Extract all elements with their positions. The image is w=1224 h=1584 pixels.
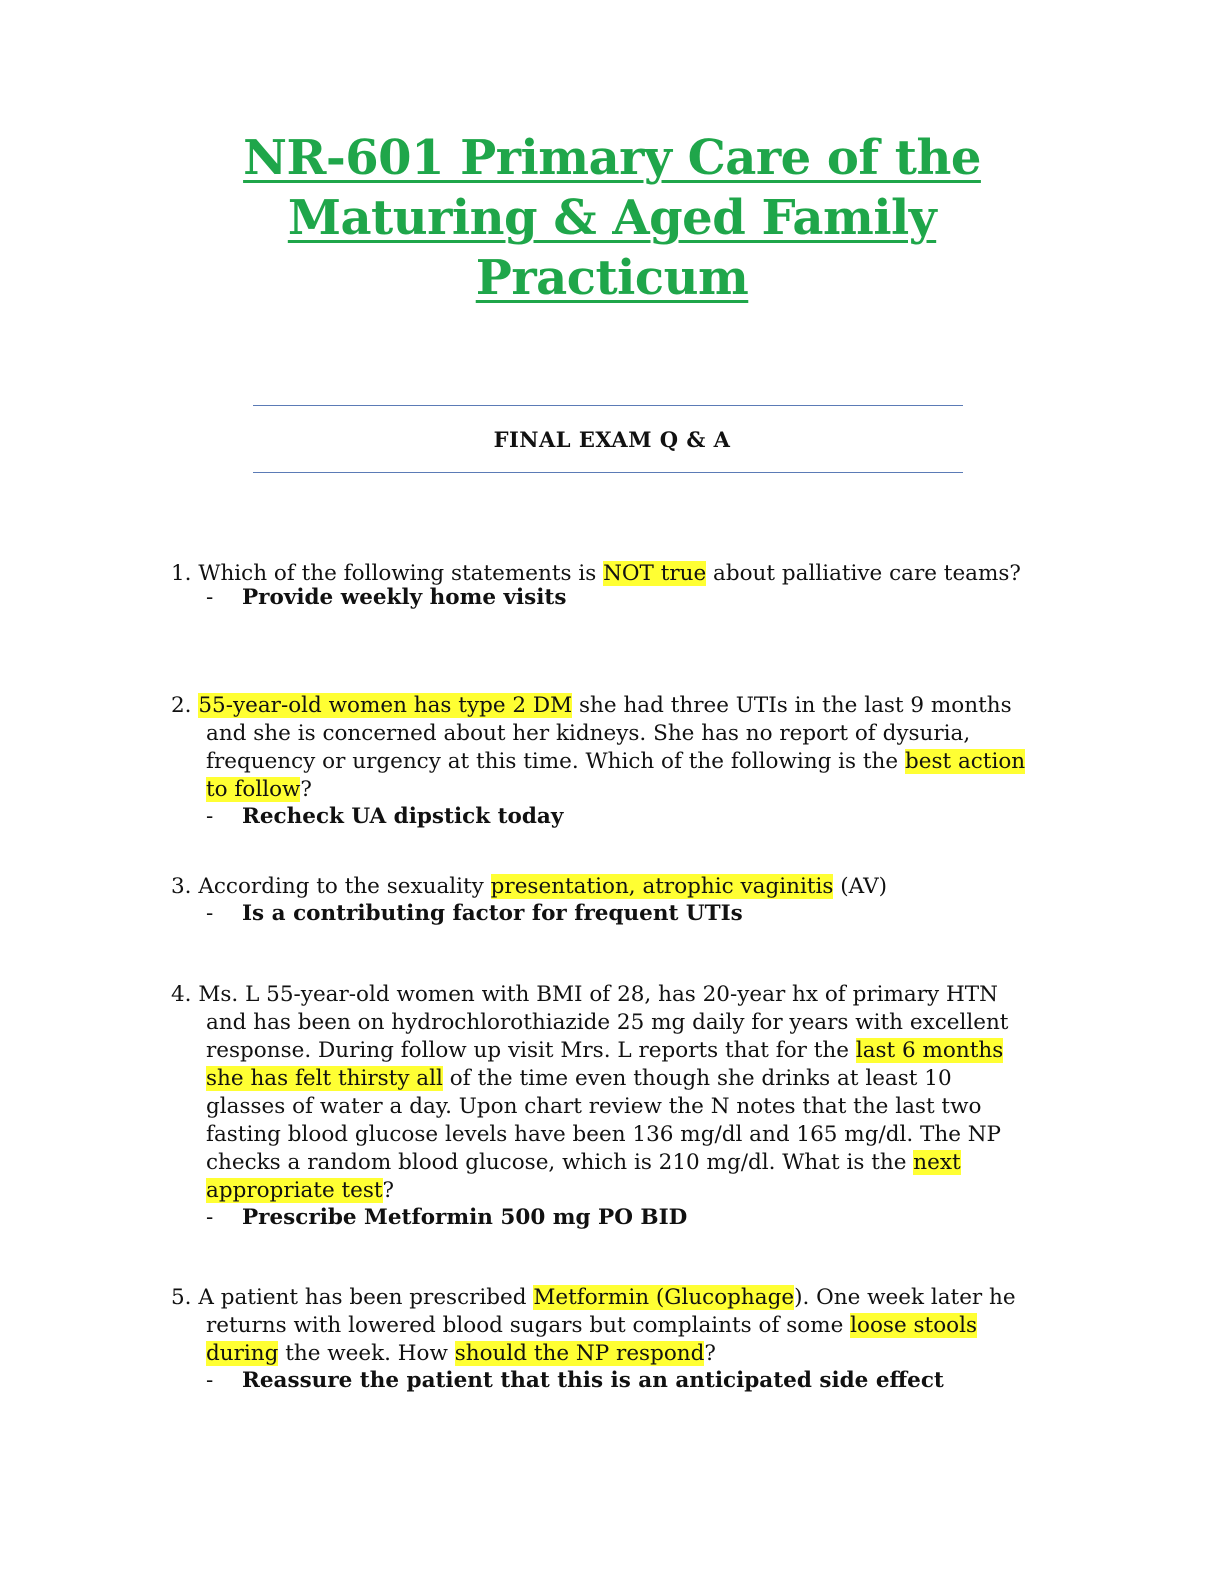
- answer-text: Recheck UA dipstick today: [242, 804, 564, 829]
- exam-subtitle: FINAL EXAM Q & A: [493, 427, 731, 452]
- answer-dash: -: [206, 1368, 214, 1393]
- answer-dash: -: [206, 901, 214, 926]
- highlighted-text: NOT true: [603, 561, 707, 586]
- question-1: [0, 563, 1224, 611]
- highlighted-text: loose stools during: [206, 1313, 977, 1366]
- answer: [206, 1205, 1224, 1231]
- top-divider: [253, 405, 963, 406]
- answer-dash: -: [206, 585, 214, 610]
- question-2: [0, 692, 1224, 830]
- answer-text: Is a contributing factor for frequent UTIs: [242, 901, 743, 926]
- answer-text: Reassure the patient that this is an anticipated side effect: [242, 1368, 944, 1393]
- question-number: 2.: [171, 693, 192, 718]
- question-5: [0, 1284, 1224, 1394]
- highlighted-text: Metformin (Glucophage: [533, 1285, 795, 1310]
- answer-text: Prescribe Metformin 500 mg PO BID: [242, 1205, 688, 1230]
- question-stem: 1. Which of the following statements is NOT true about palliative care teams?: [171, 561, 1021, 586]
- highlighted-text: presentation, atrophic vaginitis: [490, 874, 834, 899]
- question-number: 3.: [171, 874, 192, 899]
- answer: [206, 585, 1224, 611]
- question-stem: 2. 55-year-old women has type 2 DM she had three UTIs in the last 9 months and she is concerned about her kidneys. She has no report of dysuria, frequency or urgency at this time. Which of the following is the best action to follow?: [171, 693, 1026, 802]
- highlighted-text: should the NP respond: [454, 1341, 705, 1366]
- answer-dash: -: [206, 804, 214, 829]
- answer: [206, 1368, 1224, 1394]
- highlighted-text: next appropriate test: [206, 1150, 961, 1203]
- bottom-divider: [253, 472, 963, 473]
- question-number: 1.: [171, 561, 192, 586]
- document-title: [0, 128, 1224, 308]
- question-number: 4.: [171, 982, 192, 1007]
- question-stem: 5. A patient has been prescribed Metformin (Glucophage). One week later he returns with lowered blood sugars but complaints of some loose stools during the week. How should the NP respond?: [171, 1285, 1016, 1366]
- answer: [206, 901, 1224, 927]
- answer-dash: -: [206, 1205, 214, 1230]
- question-number: 5.: [171, 1285, 192, 1310]
- highlighted-text: best action to follow: [206, 749, 1026, 802]
- question-3: [0, 873, 1224, 927]
- question-4: [0, 981, 1224, 1231]
- title-line-2: Maturing & Aged Family: [287, 190, 937, 246]
- question-stem: 4. Ms. L 55-year-old women with BMI of 28, has 20-year hx of primary HTN and has been on hydrochlorothiazide 25 mg daily for years with excellent response. During follow up visit Mrs. L reports that for the last 6 months she has felt thirsty all of the time even though she drinks at least 10 glasses of water a day. Upon chart review the N notes that the last two fasting blood glucose levels have been 136 mg/dl and 165 mg/dl. The NP checks a random blood glucose, which is 210 mg/dl. What is the next appropriate test?: [171, 982, 1009, 1203]
- highlighted-text: last 6 months she has felt thirsty all: [206, 1038, 1004, 1091]
- title-line-1: NR-601 Primary Care of the: [243, 130, 981, 186]
- question-stem: 3. According to the sexuality presentation, atrophic vaginitis (AV): [171, 874, 887, 899]
- answer: [206, 804, 1224, 830]
- answer-text: Provide weekly home visits: [242, 585, 567, 610]
- highlighted-text: 55-year-old women has type 2 DM: [198, 693, 573, 718]
- title-line-3: Practicum: [475, 250, 749, 306]
